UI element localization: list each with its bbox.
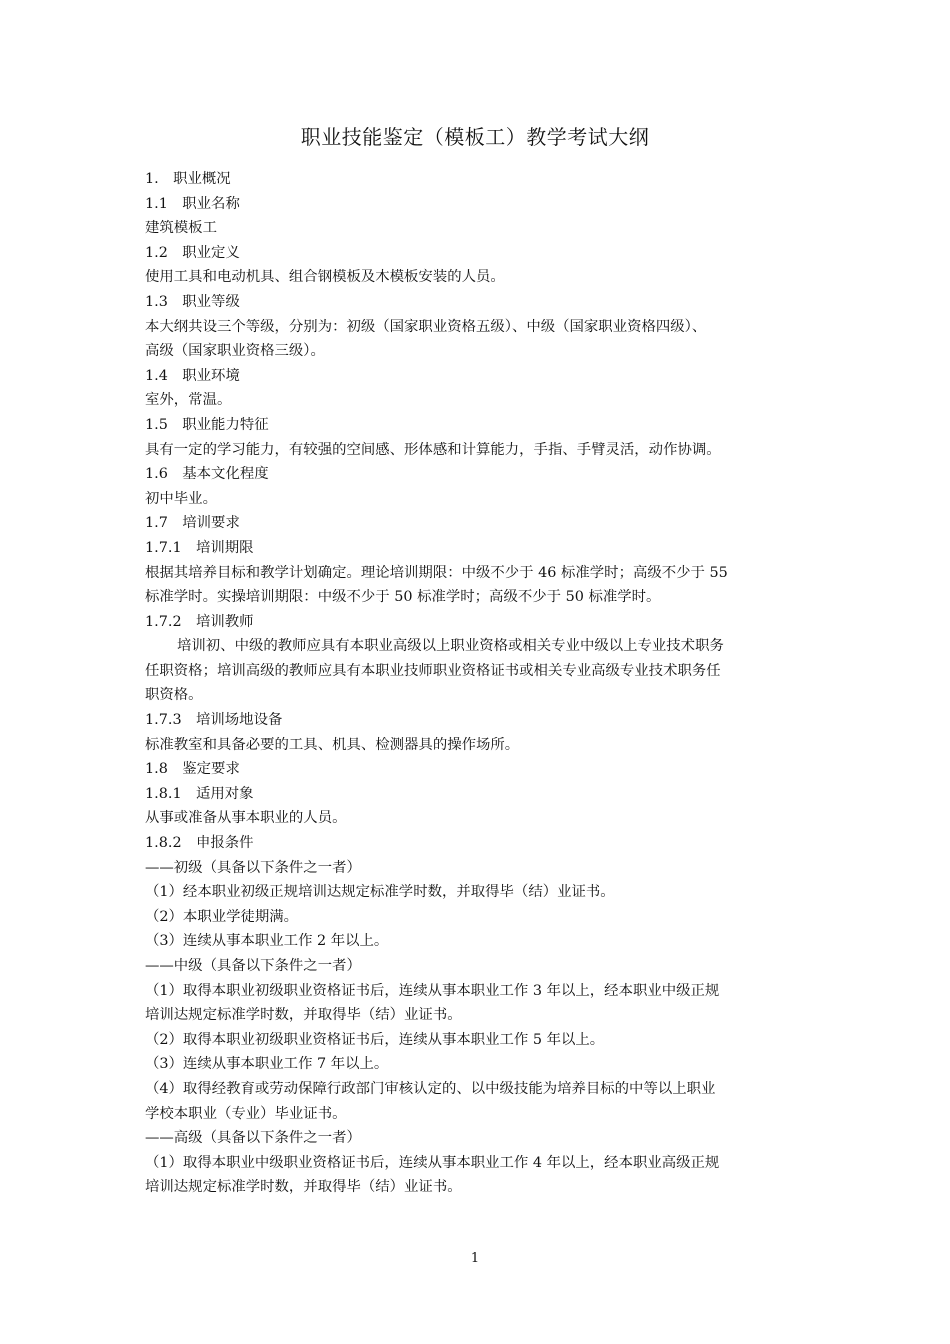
body-line: （4）取得经教育或劳动保障行政部门审核认定的、以中级技能为培养目标的中等以上职业 — [145, 1080, 716, 1097]
body-line: 1.7.1 培训期限 — [145, 539, 254, 556]
body-line: 培训达规定标准学时数，并取得毕（结）业证书。 — [145, 1007, 462, 1024]
body-line: 1. 职业概况 — [145, 171, 231, 187]
body-line: （2）本职业学徒期满。 — [145, 908, 299, 925]
body-line: 1.7 培训要求 — [145, 515, 240, 532]
body-line: （3）连续从事本职业工作 2 年以上。 — [145, 933, 389, 950]
body-line: 建筑模板工 — [145, 220, 217, 237]
body-line: （2）取得本职业初级职业资格证书后，连续从事本职业工作 5 年以上。 — [145, 1031, 605, 1048]
document-title: 职业技能鉴定（模板工）教学考试大纲 — [300, 125, 650, 149]
body-line: 根据其培养目标和教学计划确定。理论培训期限：中级不少于 46 标准学时；高级不少于 55 — [145, 564, 728, 581]
body-line: （1）取得本职业初级职业资格证书后，连续从事本职业工作 3 年以上，经本职业中级正规 — [145, 982, 720, 999]
body-line: 1.1 职业名称 — [145, 195, 240, 212]
body-line: 具有一定的学习能力，有较强的空间感、形体感和计算能力，手指、手臂灵活，动作协调。 — [145, 441, 721, 458]
body-line: ——中级（具备以下条件之一者） — [145, 958, 361, 974]
body-line: （1）经本职业初级正规培训达规定标准学时数，并取得毕（结）业证书。 — [145, 884, 615, 901]
body-line: 高级（国家职业资格三级）。 — [145, 343, 325, 360]
body-line: 任职资格；培训高级的教师应具有本职业技师职业资格证书或相关专业高级专业技术职务任 — [145, 662, 721, 679]
body-line: 培训初、中级的教师应具有本职业高级以上职业资格或相关专业中级以上专业技术职务 — [177, 638, 724, 655]
body-line: 1.2 职业定义 — [145, 244, 240, 261]
body-line: 本大纲共设三个等级，分别为：初级（国家职业资格五级）、中级（国家职业资格四级）、 — [145, 318, 707, 335]
document-body — [145, 167, 810, 1200]
body-line: 初中毕业。 — [145, 490, 217, 507]
body-line: 使用工具和电动机具、组合钢模板及木模板安装的人员。 — [145, 269, 505, 286]
body-line: 1.8 鉴定要求 — [145, 761, 240, 778]
body-line: 1.7.2 培训教师 — [145, 613, 254, 630]
body-line: ——初级（具备以下条件之一者） — [145, 859, 361, 876]
body-line: 1.8.2 申报条件 — [145, 835, 254, 852]
body-line: 1.5 职业能力特征 — [145, 416, 269, 433]
body-line: 从事或准备从事本职业的人员。 — [145, 810, 347, 827]
body-line: （1）取得本职业中级职业资格证书后，连续从事本职业工作 4 年以上，经本职业高级正规 — [145, 1154, 720, 1171]
body-line: 标准教室和具备必要的工具、机具、检测器具的操作场所。 — [145, 736, 520, 753]
body-line: 培训达规定标准学时数，并取得毕（结）业证书。 — [145, 1179, 462, 1196]
body-line: 室外，常温。 — [145, 392, 232, 409]
body-line: 1.7.3 培训场地设备 — [145, 712, 283, 729]
page-number: 1 — [470, 1251, 480, 1266]
body-line: 1.3 职业等级 — [145, 293, 240, 310]
body-line: 标准学时。实操培训期限：中级不少于 50 标准学时；高级不少于 50 标准学时。 — [145, 589, 661, 606]
body-line: 1.4 职业环境 — [145, 367, 240, 384]
body-line: 职资格。 — [145, 687, 203, 704]
body-line: ——高级（具备以下条件之一者） — [145, 1130, 361, 1147]
body-line: 1.6 基本文化程度 — [145, 466, 269, 483]
body-line: （3）连续从事本职业工作 7 年以上。 — [145, 1056, 389, 1073]
body-line: 学校本职业（专业）毕业证书。 — [145, 1105, 347, 1122]
body-line: 1.8.1 适用对象 — [145, 785, 254, 802]
